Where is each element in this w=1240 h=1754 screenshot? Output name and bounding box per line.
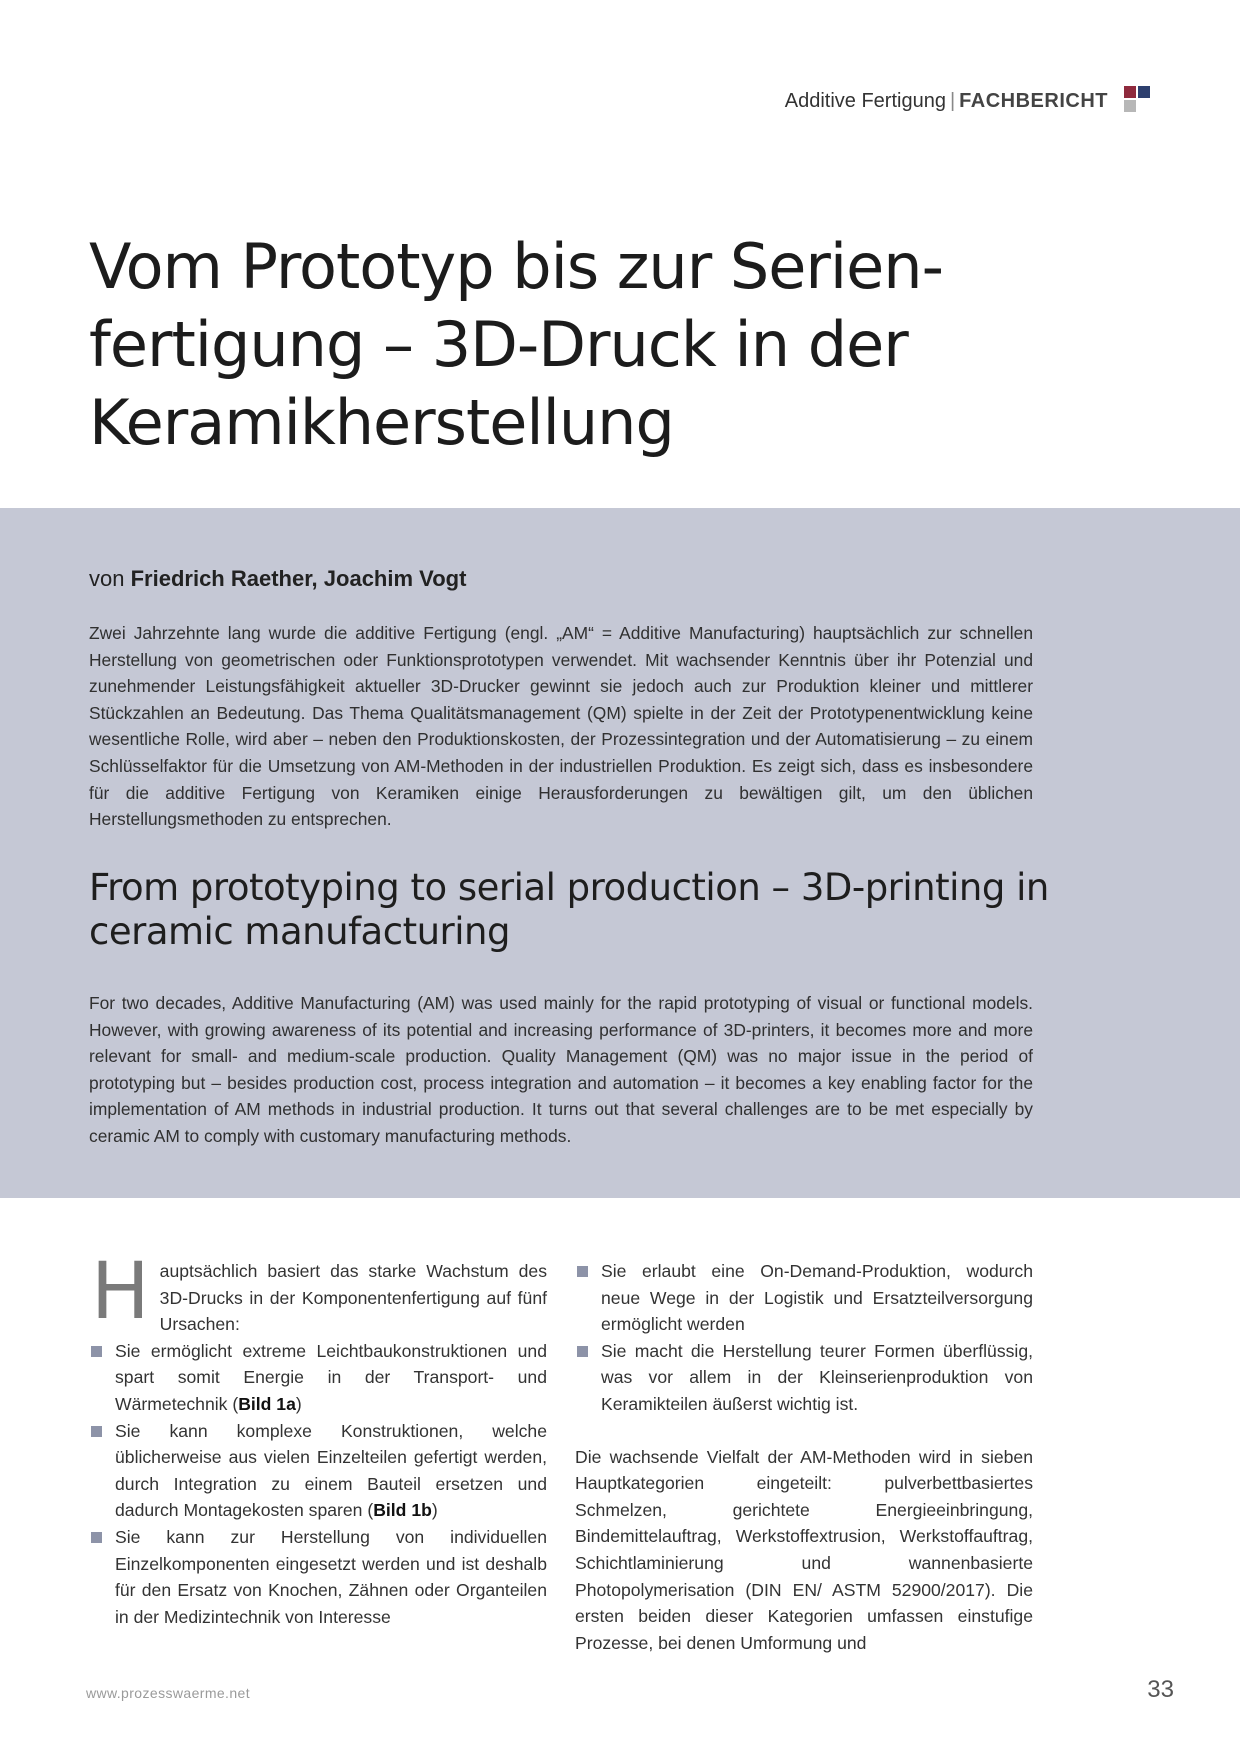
logo-square-red [1124,86,1136,98]
author-line [89,566,466,592]
footer-url: www.prozesswaerme.net [86,1685,251,1701]
logo-square-grey [1124,100,1136,112]
body-paragraph: Die wachsende Vielfalt der AM-Methoden wird in sieben Hauptkategorien eingeteilt: pulverbettbasiertes Schmelzen, gerichtete Energieeinbringung, Bindemittelauftrag, Werkstoffextrusion, Werkstoffauftrag, Schichtlaminierung und wannenbasierte Photopolymerisation (DIN EN/ ASTM 52900/2017). Die ersten beiden dieser Kategorien umfassen einstufige Prozesse, bei denen Umformung und [575,1446,1033,1653]
cause-list-left [89,1338,547,1631]
body-column-left [89,1247,547,1630]
article-title-english: From prototyping to serial production – 3D-printing in ceramic manufacturing [89,866,1049,953]
figure-reference: Bild 1b [373,1500,432,1521]
intro-paragraph [89,1247,547,1338]
list-item: Sie ermöglicht extreme Leichtbaukonstruktionen und spart somit Energie in der Transport- und Wärmetechnik (Bild 1a) [89,1338,547,1418]
cause-list-right [575,1258,1033,1418]
publisher-logo-icon [1124,86,1156,116]
list-item: Sie kann komplexe Konstruktionen, welche üblicherweise aus vielen Einzelteilen gefertigt werden, durch Integration zu einem Bauteil ersetzen und dadurch Montagekosten sparen (Bild 1b) [89,1418,547,1524]
figure-reference: Bild 1a [238,1393,296,1414]
abstract-german: Zwei Jahrzehnte lang wurde die additive Fertigung (engl. „AM“ = Additive Manufacturing) hauptsächlich zur schnellen Herstellung von geometrischen oder Funktionsprototypen verwendet. Mit wachsender Kenntnis über ihr Potenzial und zunehmender Leistungsfähigkeit aktueller 3D-Drucker gewinnt sie jedoch auch zur Produktion kleiner und mittlerer Stückzahlen an Bedeutung. Das Thema Qualitätsmanagement (QM) spielte in der Zeit der Prototypenentwicklung keine wesentliche Rolle, wird aber – neben den Produktionskosten, der Prozessintegration und der Automatisierung – zu einem Schlüsselfaktor für die Umsetzung von AM-Methoden in der industriellen Produktion. Es zeigt sich, dass es insbesondere für die additive Fertigung von Keramiken einige Herausforderungen zu bewältigen gilt, um den üblichen Herstellungsmethoden zu entsprechen. [89,623,1033,830]
list-item: Sie erlaubt eine On-Demand-Produktion, wodurch neue Wege in der Logistik und Ersatzteilversorgung ermöglicht werden [575,1258,1033,1338]
header-section: Additive Fertigung [784,89,946,112]
list-item: Sie macht die Herstellung teurer Formen überflüssig, was vor allem in der Kleinserienproduktion von Keramikteilen äußerst wichtig ist. [575,1338,1033,1418]
article-title: Vom Prototyp bis zur Serien- fertigung – 3D-Druck in der Keramikherstellung [89,230,943,459]
header-separator: | [949,89,956,112]
author-prefix: von [89,566,125,591]
body-column-right [575,1258,1033,1656]
logo-square-blue [1138,86,1150,98]
intro-text: auptsächlich basiert das starke Wachstum des 3D-Drucks in der Komponentenfertigung auf fünf Ursachen: [159,1261,547,1335]
header-kind: FACHBERICHT [959,89,1108,112]
drop-cap: H [91,1247,150,1337]
list-item: Sie kann zur Herstellung von individuellen Einzelkomponenten eingesetzt werden und ist deshalb für den Ersatz von Knochen, Zähnen oder Organteilen in der Medizintechnik von Interesse [89,1524,547,1630]
author-names: Friedrich Raether, Joachim Vogt [130,566,467,591]
running-header [785,86,1156,116]
abstract-english: For two decades, Additive Manufacturing (AM) was used mainly for the rapid prototyping of visual or functional models. However, with growing awareness of its potential and increasing performance of 3D-printers, it becomes more and more relevant for small- and medium-scale production. Quality Management (QM) was no major issue in the period of prototyping but – besides production cost, process integration and automation – it becomes a key enabling factor for the implementation of AM methods in industrial production. It turns out that several challenges are to be met especially by ceramic AM to comply with customary manufacturing methods. [89,993,1033,1146]
page-number: 33 [1147,1676,1174,1703]
